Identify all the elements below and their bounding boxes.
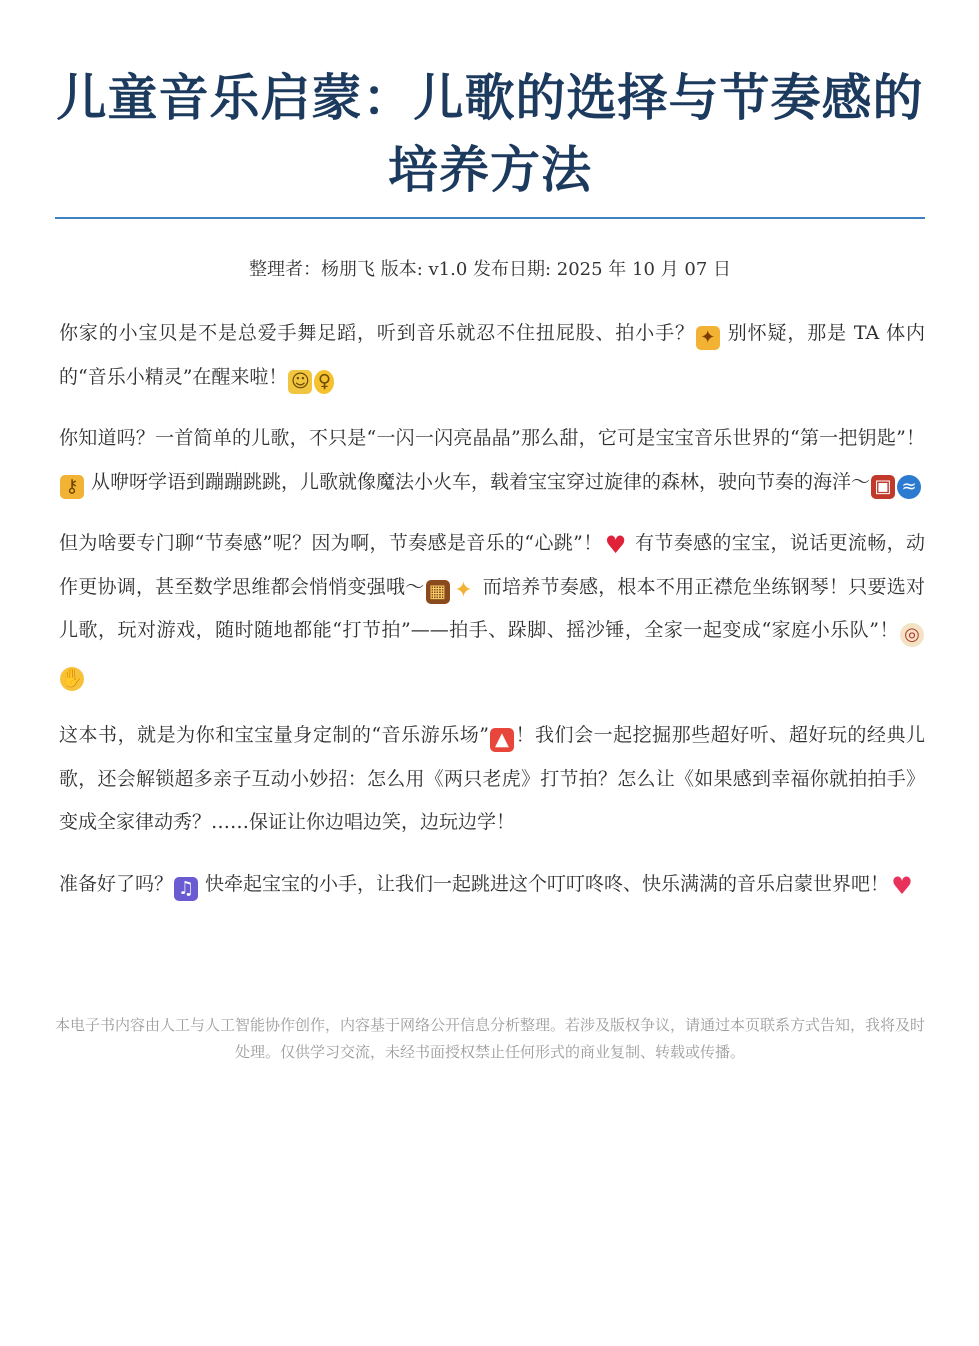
circus-tent-emoji: ▲ xyxy=(490,728,514,752)
clapping-hands-emoji: ✋ xyxy=(60,667,84,689)
copyright-footer: 本电子书内容由人工与人工智能协作创作，内容基于网络公开信息分析整理。若涉及版权争议，请通过本页联系方式告知，我将及时处理。仅供学习交流，未经书面授权禁止任何形式的商业复制、转载或传播。 xyxy=(55,1016,926,1061)
paragraph-4-text-b: ！我们会一起挖掘那些超好听、超好玩的经典儿歌，还会解锁超多亲子互动小妙招：怎么用《两只老虎》打节拍？怎么让《如果感到幸福你就拍拍手》变成全家律动秀？……保证让你边唱边笑，边玩边学！ xyxy=(59,724,925,833)
paragraph-1 xyxy=(59,312,925,399)
paragraph-2-text-a: 你知道吗？一首简单的儿歌，不只是“一闪一闪亮晶晶”那么甜，它可是宝宝音乐世界的“第一把钥匙”！ xyxy=(59,427,925,449)
paragraph-3 xyxy=(59,522,925,696)
paragraph-4-text-a: 这本书，就是为你和宝宝量身定制的“音乐游乐场” xyxy=(59,724,489,746)
party-popper-emoji: ✦ xyxy=(696,326,720,350)
drum-emoji: ◎ xyxy=(900,623,924,647)
sparkling-heart-emoji: ♥ xyxy=(891,871,913,900)
key-emoji: ⚷ xyxy=(60,475,84,499)
heart-emoji: ♥ xyxy=(604,531,627,559)
paragraph-1-text-a: 你家的小宝贝是不是总爱手舞足蹈，听到音乐就忍不住扭屁股、拍小手？ xyxy=(59,322,695,344)
document-body xyxy=(59,312,925,924)
paragraph-5-text-b: 快牵起宝宝的小手，让我们一起跳进这个叮叮咚咚、快乐满满的音乐启蒙世界吧！ xyxy=(199,872,890,895)
paragraph-5 xyxy=(59,863,925,907)
paragraph-3-text-a: 但为啥要专门聊“节奏感”呢？因为啊，节奏感是音乐的“心跳”！ xyxy=(59,532,603,554)
paragraph-5-text-a: 准备好了吗？ xyxy=(59,872,174,895)
abacus-emoji: ▦ xyxy=(426,580,450,604)
sparkles-emoji: ✦ xyxy=(454,577,473,603)
paragraph-4 xyxy=(59,714,925,845)
paragraph-3-text-c: 而培养节奏感，根本不用正襟危坐练钢琴！只要选对儿歌，玩对游戏，随时随地都能“打节拍”——拍手、跺脚、摇沙锤，全家一起变成“家庭小乐队”！ xyxy=(59,575,925,641)
fairy-emoji: ☺ xyxy=(288,370,312,394)
wave-emoji: ≈ xyxy=(897,475,921,499)
paragraph-2-text-b: 从咿呀学语到蹦蹦跳跳，儿歌就像魔法小火车，载着宝宝穿过旋律的森林，驶向节奏的海洋～ xyxy=(85,470,871,493)
title-divider xyxy=(55,217,925,219)
train-emoji: ▣ xyxy=(871,475,895,499)
musical-note-emoji: ♫ xyxy=(174,877,198,901)
document-meta: 整理者：杨朋飞 版本: v1.0 发布日期: 2025 年 10 月 07 日 xyxy=(248,259,732,280)
female-sign-emoji: ♀ xyxy=(314,370,334,394)
paragraph-2 xyxy=(59,417,925,504)
page-title: 儿童音乐启蒙：儿歌的选择与节奏感的培养方法 xyxy=(56,69,924,199)
paragraph-3-text-b: 有节奏感的宝宝，说话更流畅，动作更协调，甚至数学思维都会悄悄变强哦～ xyxy=(59,532,925,598)
paragraph-1-text-b: 别怀疑，那是 TA 体内的“音乐小精灵”在醒来啦！ xyxy=(59,322,925,388)
